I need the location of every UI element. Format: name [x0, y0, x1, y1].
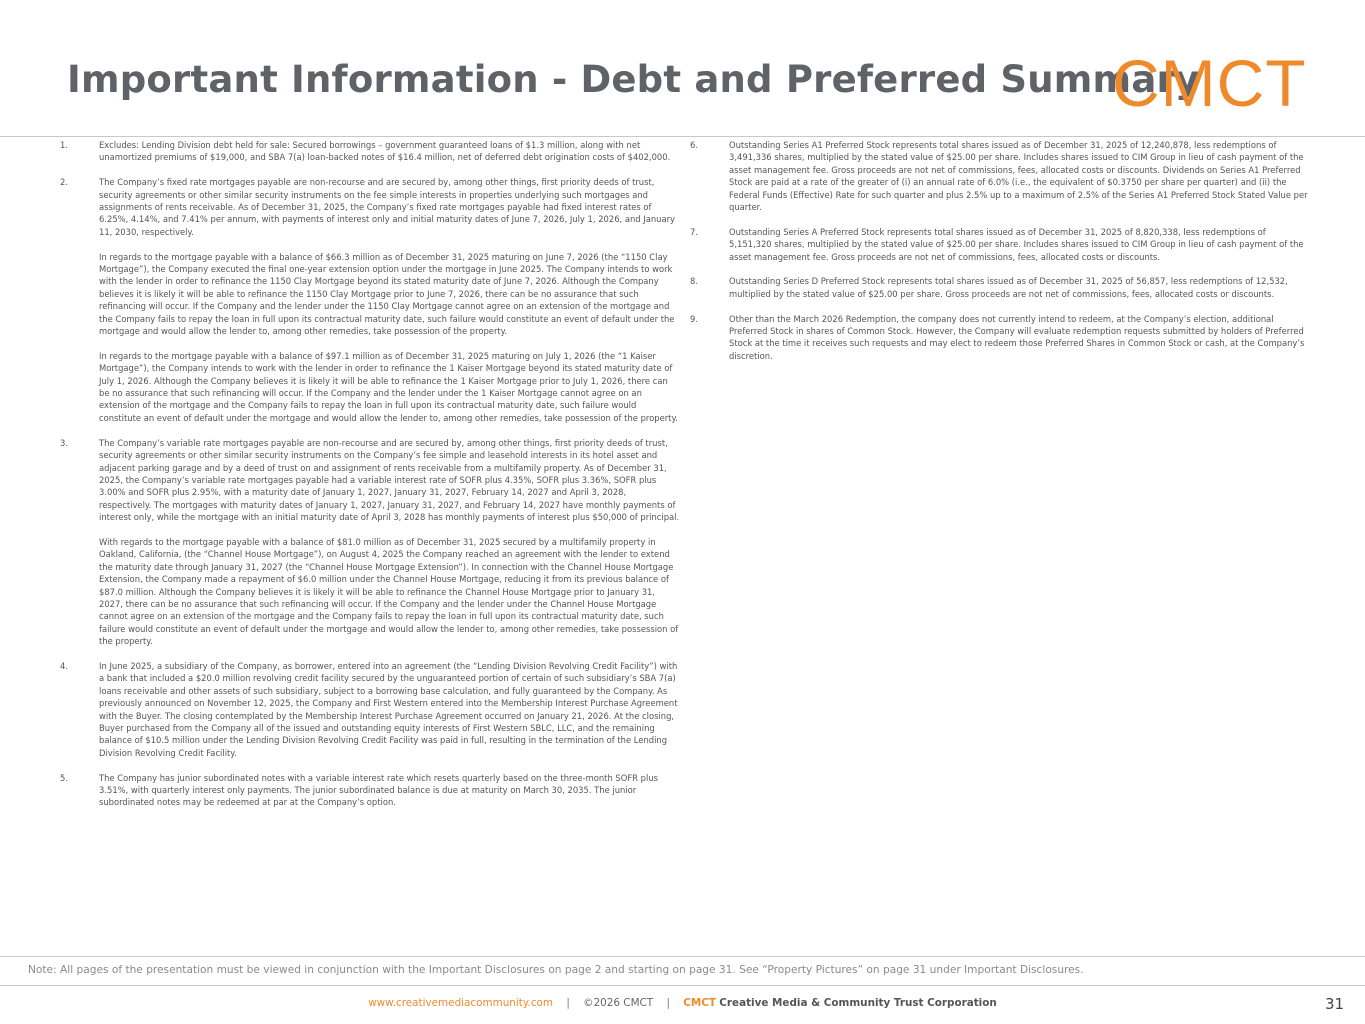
footnote-paragraph: In regards to the mortgage payable with a balance of $97.1 million as of December 31, 2025 maturing on July 1, 2026 (the “1 Kaiser Mortgage”), the Company intends to work with the lender in order to refinance the 1 Kaiser Mortgage beyond its stated maturity date of July 1, 2026. Although the Company believes it is likely it will be able to refinance the 1 Kaiser Mortgage prior to July 1, 2026, there can be no assurance that such refinancing will occur. If the Company and the lender under the 1 Kaiser Mortgage cannot agree on an extension of the mortgage and the Company fails to repay the loan in full upon its contractual maturity date, such failure would constitute an event of default under the mortgage and would allow the lender to, among other remedies, take possession of the property. [99, 350, 678, 423]
footnote-item [60, 139, 680, 164]
footnote-paragraph: Excludes: Lending Division debt held for sale: Secured borrowings – government guaranteed loans of $1.3 million, along with net unamortized premiums of $19,000, and SBA 7(a) loan-backed notes of $16.4 million, net of deferred debt origination costs of $402,000. [99, 140, 671, 163]
footnote-item [60, 660, 680, 759]
footnote-paragraph: In regards to the mortgage payable with a balance of $66.3 million as of December 31, 2025 maturing on June 7, 2026 (the “1150 Clay Mortgage”), the Company executed the final one-year extension option under the mortgage in June 2025. The Company intends to work with the lender in order to refinance the 1150 Clay Mortgage beyond its stated maturity date of June 7, 2026. Although the Company believes it is likely it will be able to refinance the 1150 Clay Mortgage prior to June 7, 2026, there can be no assurance that such refinancing will occur. If the Company and the lender under the 1150 Clay Mortgage cannot agree on an extension of the mortgage and the Company fails to repay the loan in full upon its contractual maturity date, such failure would constitute an event of default under the mortgage and would allow the lender to, among other remedies, take possession of the property. [99, 251, 675, 337]
website-link[interactable]: www.creativemediacommunity.com [368, 997, 554, 1009]
footnote-body [99, 772, 680, 809]
page-number: 31 [1325, 995, 1345, 1013]
notes-left-column [60, 139, 680, 821]
footer [0, 997, 1365, 1009]
footnote-number: 9. [690, 313, 698, 324]
footnote-body [99, 437, 680, 648]
footnote-paragraph: The Company’s variable rate mortgages payable are non-recourse and are secured by, among other things, first priority deeds of trust, security agreements or other similar security instruments on the Company’s fee simple and leasehold interests in its hotel asset and adjacent parking garage and by a deed of trust on and assignment of rents receivable from a multifamily property. As of December 31, 2025, the Company’s variable rate mortgages payable had a variable interest rate of SOFR plus 4.35%, SOFR plus 3.36%, SOFR plus 3.00% and SOFR plus 2.95%, with a maturity date of January 1, 2027, January 31, 2027, February 14, 2027 and April 3, 2028, respectively. The mortgages with maturity dates of January 1, 2027, January 31, 2027, and February 14, 2027 have monthly payments of interest only, while the mortgage with an initial maturity date of April 3, 2028 has monthly payments of interest plus $50,000 of principal. [99, 437, 680, 523]
footnote-paragraph: Other than the March 2026 Redemption, the company does not currently intend to redeem, at the Company’s election, additional Preferred Stock in shares of Common Stock. However, the Company will evaluate redemption requests submitted by holders of Preferred Stock at the time it receives such requests and may elect to redeem those Preferred Shares in Common Stock or cash, at the Company’s discretion. [729, 313, 1305, 361]
footnote-paragraph: Outstanding Series D Preferred Stock represents total shares issued as of December 31, 2025 of 56,857, less redemptions of 12,532, multiplied by the stated value of $25.00 per share. Gross proceeds are not net of commissions, fees, allocated costs or discounts. [729, 276, 1288, 299]
footnote-number: 3. [60, 437, 68, 448]
footnote-item [60, 176, 680, 424]
footnote-body [99, 176, 680, 424]
footnote-number: 4. [60, 660, 68, 671]
page-title: Important Information - Debt and Preferred Summary [67, 58, 1200, 101]
footnote-divider-top [0, 956, 1365, 957]
footnote-body [729, 226, 1310, 263]
notes-right-column [690, 139, 1310, 375]
header-divider [0, 136, 1365, 137]
footer-brand: CMCT [683, 997, 716, 1009]
footnote-item [690, 139, 1310, 213]
copyright: ©2026 CMCT [583, 997, 654, 1009]
footnote-number: 1. [60, 140, 68, 150]
footnote-item [60, 772, 680, 809]
footnote-body [729, 139, 1310, 213]
footer-separator: | [566, 997, 570, 1009]
footnote-paragraph: In June 2025, a subsidiary of the Company, as borrower, entered into an agreement (the “Lending Division Revolving Credit Facility”) with a bank that included a $20.0 million revolving credit facility secured by the unguaranteed portion of certain of such subsidiary’s SBA 7(a) loans receivable and other assets of such subsidiary, subject to a borrowing base calculation, and fully guaranteed by the Company. As previously announced on November 12, 2025, the Company and First Western entered into the Membership Interest Purchase Agreement with the Buyer. The closing contemplated by the Membership Interest Purchase Agreement occurred on January 21, 2026. At the closing, Buyer purchased from the Company all of the issued and outstanding equity interests of First Western SBLC, LLC, and the remaining balance of $10.5 million under the Lending Division Revolving Credit Facility was paid in full, resulting in the termination of the Lending Division Revolving Credit Facility. [99, 660, 678, 758]
footnote-paragraph: Outstanding Series A1 Preferred Stock represents total shares issued as of December 31, 2025 of 12,240,878, less redemptions of 3,491,336 shares, multiplied by the stated value of $25.00 per share. Includes shares issued to CIM Group in lieu of cash payment of the asset management fee. Gross proceeds are not net of commissions, fees, allocated costs or discounts. Dividends on Series A1 Preferred Stock are paid at a rate of the greater of (i) an annual rate of 6.0% (i.e., the equivalent of $0.3750 per share per quarter) and (ii) the Federal Funds (Effective) Rate for such quarter and plus 2.5% up to a maximum of 2.5% of the Series A1 Preferred Stock Stated Value per quarter. [729, 140, 1308, 213]
footnote-number: 2. [60, 177, 68, 188]
footnote-item [690, 313, 1310, 363]
footnote-item [690, 226, 1310, 263]
footnote-body [729, 313, 1310, 363]
footnote-body [99, 139, 680, 164]
footnote-item [690, 275, 1310, 300]
footnote-number: 8. [690, 276, 698, 287]
footer-separator: | [666, 997, 670, 1009]
footer-company-name: Creative Media & Community Trust Corporation [719, 997, 997, 1009]
footnote-number: 6. [690, 140, 698, 150]
footnote-paragraph: The Company’s fixed rate mortgages payable are non-recourse and are secured by, among other things, first priority deeds of trust, security agreements or other similar security instruments on the fee simple interests in properties underlying such mortgages and assignments of rents receivable. As of December 31, 2025, the Company’s fixed rate mortgages payable had fixed interest rates of 6.25%, 4.14%, and 7.41% per annum, with payments of interest only and initial maturity dates of June 7, 2026, July 1, 2026, and January 11, 2030, respectively. [99, 177, 676, 237]
footnote-number: 5. [60, 772, 68, 783]
footnote-item [60, 437, 680, 648]
footnote-paragraph: The Company has junior subordinated notes with a variable interest rate which resets quarterly based on the three-month SOFR plus 3.51%, with quarterly interest only payments. The junior subordinated balance is due at maturity on March 30, 2035. The junior subordinated notes may be redeemed at par at the Company’s option. [99, 772, 658, 808]
footnote-number: 7. [690, 226, 698, 237]
footnote-body [729, 275, 1310, 300]
footnote-paragraph: Outstanding Series A Preferred Stock represents total shares issued as of December 31, 2025 of 8,820,338, less redemptions of 5,151,320 shares, multiplied by the stated value of $25.00 per share. Includes shares issued to CIM Group in lieu of cash payment of the asset management fee. Gross proceeds are not net of commissions, fees, allocated costs or discounts. [729, 226, 1304, 262]
disclosure-note: Note: All pages of the presentation must be viewed in conjunction with the Important Disclosures on page 2 and starting on page 31. See “Property Pictures” on page 31 under Important Disclosures. [28, 964, 1084, 976]
footnote-body [99, 660, 680, 759]
footnote-paragraph: With regards to the mortgage payable with a balance of $81.0 million as of December 31, 2025 secured by a multifamily property in Oakland, California, (the “Channel House Mortgage”), on August 4, 2025 the Company reached an agreement with the lender to extend the maturity date through January 31, 2027 (the “Channel House Mortgage Extension”). In connection with the Channel House Mortgage Extension, the Company made a repayment of $6.0 million under the Channel House Mortgage, reducing it from its previous balance of $87.0 million. Although the Company believes it is likely it will be able to refinance the Channel House Mortgage prior to January 31, 2027, there can be no assurance that such refinancing will occur. If the Company and the lender under the Channel House Mortgage cannot agree on an extension of the mortgage and the Company fails to repay the loan in full upon its contractual maturity date, such failure would constitute an event of default under the mortgage and would allow the lender to, among other remedies, take possession of the property. [99, 536, 679, 647]
footer-divider [0, 985, 1365, 986]
cmct-logo: CMCT [1112, 46, 1307, 120]
